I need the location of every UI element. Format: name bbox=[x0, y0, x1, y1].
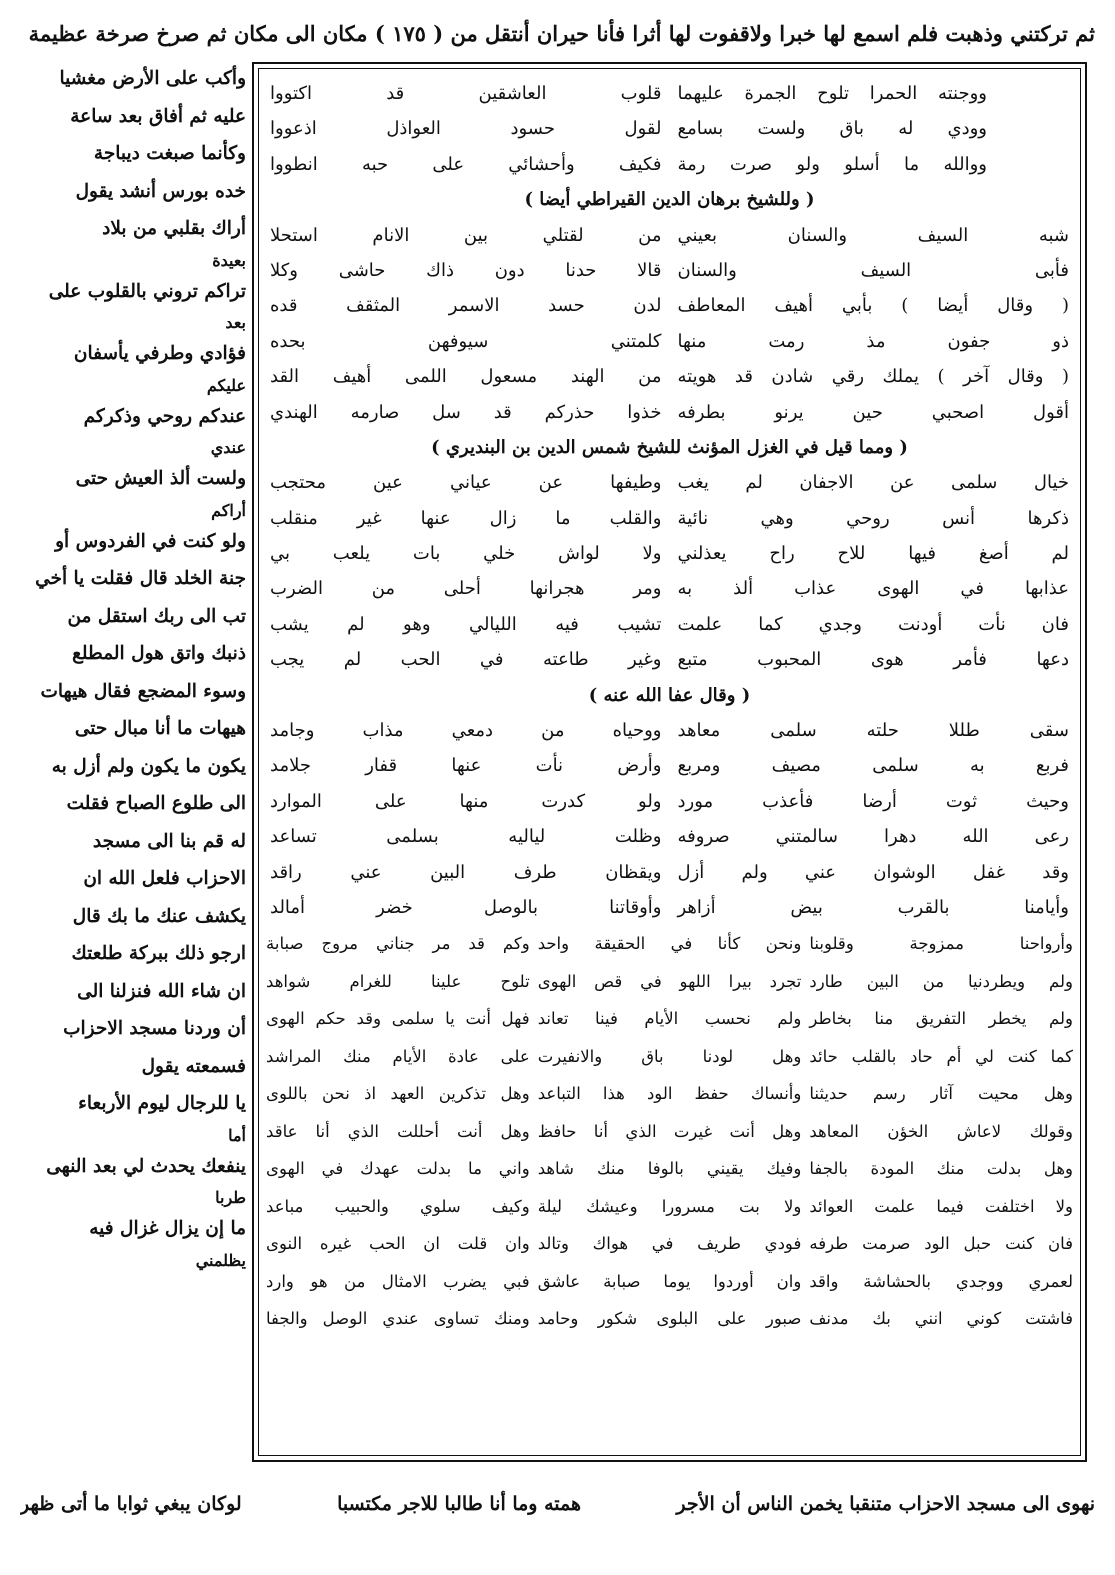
verse-line bbox=[262, 1150, 1077, 1188]
hemistich: لعمري ووجدي بالحشاشة واقد bbox=[809, 1271, 1073, 1291]
hemistich: وحيث ثوت أرضا فأعذب مورد bbox=[677, 790, 1069, 812]
hemistich: تلوح علينا للغرام شواهد bbox=[266, 971, 530, 991]
margin-line: طربا bbox=[215, 1188, 246, 1207]
hemistich: شبه السيف والسنان بعيني bbox=[677, 224, 1069, 246]
hemistich: ومر هجرانها أحلى من الضرب bbox=[270, 578, 662, 600]
hemistich: سقى طللا حلته سلمى معاهد bbox=[677, 720, 1069, 742]
margin-line: يكشف عنك ما بك قال bbox=[72, 905, 246, 927]
hemistich: قلوب العاشقين قد اكتووا bbox=[270, 83, 662, 104]
margin-commentary bbox=[20, 60, 246, 1480]
hemistich: وغير طاعته في الحب لم يجب bbox=[270, 649, 662, 671]
hemistich: ويقظان طرف البين عني راقد bbox=[270, 861, 662, 883]
margin-line: تب الى ربك استقل من bbox=[67, 605, 246, 627]
hemistich: وأرض نأت عنها قفار جلامد bbox=[270, 755, 662, 777]
poem-heading: ( ومما قيل في الغزل المؤنث للشيخ شمس الدين بن البنديري ) bbox=[431, 436, 908, 458]
hemistich: لقول حسود العواذل اذعووا bbox=[270, 118, 662, 140]
hemistich: رعى الله دهرا سالمتني صروفه bbox=[677, 826, 1069, 848]
margin-line: أما bbox=[228, 1125, 246, 1145]
verse-line bbox=[262, 963, 1077, 1001]
hemistich: والقلب ما زال عنها غير منقلب bbox=[270, 507, 662, 529]
verse-line bbox=[262, 925, 1077, 963]
verse-line bbox=[262, 1263, 1077, 1301]
hemistich: وكيف سلوي والحبيب مباعد bbox=[266, 1196, 530, 1216]
hemistich: فهل أنت يا سلمى وقد حكم الهوى bbox=[266, 1009, 530, 1029]
poem-heading: ( وقال عفا الله عنه ) bbox=[588, 684, 751, 706]
verse-line bbox=[262, 395, 1077, 430]
margin-line: وأكب على الأرض مغشيا bbox=[59, 68, 246, 89]
hemistich: ومنك تساوى عندي الوصل والجفا bbox=[266, 1309, 530, 1329]
hemistich: وهل أنت أحللت الذي أنا عاقد bbox=[266, 1121, 530, 1141]
verse-line bbox=[262, 359, 1077, 394]
hemistich: ولا بت مسرورا وعيشك ليلة bbox=[537, 1196, 802, 1216]
footer-segment: همته وما أنا طالبا للاجر مكتسبا bbox=[337, 1493, 582, 1515]
hemistich: وفيك يقيني بالوفا منك شاهد bbox=[537, 1159, 802, 1179]
hemistich: ( وقال آخر ) يملك رقي شادن قد هويته bbox=[677, 366, 1069, 388]
hemistich: ولم ويطردنيا من البين طارد bbox=[809, 971, 1073, 991]
poem-heading: ( وللشيخ برهان الدين القيراطي أيضا ) bbox=[524, 189, 815, 211]
verse-line bbox=[262, 1188, 1077, 1226]
footer-segment: نهوى الى مسجد الاحزاب متنقبا يخمن الناس أن الأجر bbox=[676, 1493, 1095, 1515]
hemistich: من لقتلي بين الانام استحلا bbox=[270, 224, 662, 246]
margin-line: الاحزاب فلعل الله ان bbox=[83, 868, 246, 889]
margin-line: ولو كنت في الفردوس أو bbox=[55, 530, 246, 552]
hemistich: وهل لودنا باق والانفيرت bbox=[537, 1046, 802, 1066]
margin-line: خده بورس أنشد يقول bbox=[75, 180, 246, 202]
margin-line: يكون ما يكون ولم أزل به bbox=[51, 755, 246, 777]
hemistich: وأنساك حفظ الود هذا التباعد bbox=[537, 1084, 802, 1104]
verse-line bbox=[262, 1113, 1077, 1151]
margin-line: يظلمني bbox=[195, 1250, 246, 1270]
hemistich: ولا لواش خلي بات يلعب بي bbox=[270, 543, 662, 565]
verse-line bbox=[262, 324, 1077, 359]
hemistich: وهل بدلت منك المودة بالجفا bbox=[809, 1159, 1073, 1179]
hemistich: ووحياه من دمعي مذاب وجامد bbox=[270, 720, 662, 742]
margin-line: ذنبك واتق هول المطلع bbox=[72, 643, 246, 664]
verse-line bbox=[262, 218, 1077, 253]
margin-line: عليه ثم أفاق بعد ساعة bbox=[70, 105, 246, 127]
footer-segment: لوكان يبغي ثوابا ما أتى ظهر bbox=[20, 1493, 242, 1515]
verse-line bbox=[262, 890, 1077, 925]
hemistich: وظلت لياليه بسلمى تساعد bbox=[270, 826, 662, 848]
margin-line: ارجو ذلك ببركة طلعتك bbox=[71, 943, 246, 964]
verse-line bbox=[262, 147, 1077, 182]
verse-line bbox=[262, 607, 1077, 642]
hemistich: وهل أنت غيرت الذي أنا حافظ bbox=[537, 1121, 802, 1141]
hemistich: ولم نحسب الأيام فينا تعاند bbox=[537, 1009, 802, 1029]
verse-line bbox=[262, 1000, 1077, 1038]
hemistich: تشيب فيه الليالي وهو لم يشب bbox=[270, 613, 662, 635]
hemistich: وقولك لاعاش الخؤن المعاهد bbox=[809, 1121, 1073, 1141]
hemistich: فبي يضرب الامثال من هو وارد bbox=[266, 1271, 530, 1291]
verse-line bbox=[262, 536, 1077, 571]
hemistich: من الهند مسعول اللمى أهيف القد bbox=[270, 366, 662, 388]
hemistich: ووالله ما أسلو ولو صرت رمة bbox=[677, 153, 987, 175]
margin-line: ان شاء الله فنزلنا الى bbox=[77, 980, 246, 1002]
verse-line bbox=[262, 501, 1077, 536]
hemistich: ووجنته الحمرا تلوح الجمرة عليهما bbox=[677, 83, 987, 104]
hemistich: كلمتني سيوفهن بحده bbox=[270, 330, 662, 352]
page-footer-line bbox=[20, 1484, 1095, 1524]
margin-line: ولست ألذ العيش حتى bbox=[75, 468, 246, 489]
hemistich: دعها فأمر هوى المحبوب متبع bbox=[677, 649, 1069, 671]
poem-block bbox=[262, 76, 1077, 1451]
hemistich: فكيف وأحشائي على حبه انطووا bbox=[270, 153, 662, 175]
verse-line bbox=[262, 571, 1077, 606]
hemistich: وطيفها عن عياني عين محتجب bbox=[270, 472, 662, 494]
page-header-line: ثم تركتني وذهبت فلم اسمع لها خبرا ولاقفوت لها أثرا فأنا حيران أنتقل من ( ١٧٥ ) مكان الى مكان ثم صرخ صرخة عظيمة bbox=[28, 21, 1095, 46]
verse-line bbox=[262, 855, 1077, 890]
hemistich: على عادة الأيام منك المراشد bbox=[266, 1046, 530, 1066]
hemistich: فاشتت كوني انني بك مدنف bbox=[809, 1309, 1073, 1329]
margin-line: بعد bbox=[225, 313, 246, 332]
verse-line bbox=[262, 642, 1077, 677]
hemistich: ولا اختلفت فيما علمت العوائد bbox=[809, 1196, 1073, 1216]
margin-line: بعيدة bbox=[212, 250, 246, 270]
margin-line: هيهات ما أنا مبال حتى bbox=[74, 718, 246, 739]
hemistich: كما كنت لي أم حاد بالقلب حائد bbox=[809, 1046, 1073, 1066]
verse-line bbox=[262, 1075, 1077, 1113]
margin-line: أن وردنا مسجد الاحزاب bbox=[63, 1018, 246, 1039]
margin-line: الى طلوع الصباح فقلت bbox=[66, 793, 246, 814]
verse-line bbox=[262, 819, 1077, 854]
hemistich: وأوقاتنا بالوصل خضر أمالد bbox=[270, 896, 662, 918]
margin-line: عندي bbox=[210, 438, 246, 457]
margin-line: جنة الخلد قال فقلت يا أخي bbox=[35, 568, 246, 589]
verse-line bbox=[262, 465, 1077, 500]
hemistich: وأرواحنا ممزوجة وقلوبنا bbox=[809, 934, 1073, 954]
hemistich: فان نأت أودنت وجدي كما علمت bbox=[677, 613, 1069, 635]
hemistich: ذو جفون مذ رمت منها bbox=[677, 330, 1069, 352]
verse-line bbox=[262, 288, 1077, 323]
hemistich: فأبى السيف والسنان bbox=[677, 259, 1069, 281]
margin-line: يا للرجال ليوم الأربعاء bbox=[78, 1093, 246, 1114]
verse-line bbox=[262, 253, 1077, 288]
margin-line: تراكم تروني بالقلوب على bbox=[48, 280, 246, 302]
margin-line: عليكم bbox=[206, 375, 246, 395]
hemistich: فودي طريف في هواك وتالد bbox=[537, 1234, 802, 1254]
hemistich: عذابها في الهوى عذاب ألذ به bbox=[677, 578, 1069, 600]
hemistich: وان قلت ان الحب غيره النوى bbox=[266, 1234, 530, 1254]
hemistich: لدن حسد الاسمر المثقف قده bbox=[270, 295, 662, 317]
margin-line: وكأنما صبغت ديباجة bbox=[93, 143, 246, 164]
margin-line: فؤادي وطرفي يأسفان bbox=[73, 343, 246, 364]
verse-line bbox=[262, 111, 1077, 146]
margin-line: ينفعك يحدث لي بعد النهى bbox=[46, 1155, 246, 1177]
hemistich: ولو كدرت منها على الموارد bbox=[270, 790, 662, 812]
verse-line bbox=[262, 1300, 1077, 1338]
hemistich: خيال سلمى عن الاجفان لم يغب bbox=[677, 472, 1069, 494]
hemistich: تجرد بيرا اللهو في قص الهوى bbox=[537, 971, 802, 991]
margin-line: ما إن يزال غزال فيه bbox=[89, 1218, 246, 1239]
margin-line: أراكم bbox=[211, 500, 246, 520]
margin-line: أراك بقلبي من بلاد bbox=[102, 218, 246, 239]
verse-line bbox=[262, 748, 1077, 783]
hemistich: ( وقال أيضا ) بأبي أهيف المعاطف bbox=[677, 295, 1069, 317]
hemistich: فربع به سلمى مصيف ومربع bbox=[677, 755, 1069, 777]
hemistich: وكم قد مر جناني مروج صبابة bbox=[266, 934, 530, 954]
margin-line: فسمعته يقول bbox=[141, 1055, 246, 1077]
hemistich: لم أصغ فيها للاح راح يعذلني bbox=[677, 543, 1069, 565]
margin-line: له قم بنا الى مسجد bbox=[92, 830, 246, 852]
hemistich: خذوا حذركم قد سل صارمه الهندي bbox=[270, 401, 662, 423]
hemistich: وودي له باق ولست بسامع bbox=[677, 118, 987, 140]
verse-line bbox=[262, 713, 1077, 748]
three-column-verses bbox=[262, 925, 1077, 1338]
hemistich: ولم يخطر التفريق منا بخاطر bbox=[809, 1009, 1073, 1029]
margin-line: وسوء المضجع فقال هيهات bbox=[40, 680, 246, 702]
hemistich: ونحن كأنا في الحقيقة واحد bbox=[537, 934, 802, 954]
verse-line bbox=[262, 1038, 1077, 1076]
verse-line bbox=[262, 784, 1077, 819]
hemistich: وأيامنا بالقرب بيض أزاهر bbox=[677, 896, 1069, 918]
hemistich: أقول اصحبي حين يرنو بطرفه bbox=[677, 401, 1069, 423]
hemistich: فان كنت حبل الود صرمت طرفه bbox=[809, 1234, 1073, 1254]
margin-line: عندكم روحي وذكركم bbox=[83, 405, 246, 427]
hemistich: وان أوردوا يوما صبابة عاشق bbox=[537, 1271, 802, 1291]
hemistich: واني ما بدلت عهدك في الهوى bbox=[266, 1159, 530, 1179]
hemistich: ذكرها أنس روحي وهي نائية bbox=[677, 507, 1069, 529]
hemistich: وهل محيت آثار رسم حديثنا bbox=[809, 1084, 1073, 1104]
verse-line bbox=[262, 1225, 1077, 1263]
hemistich: صبور على البلوى شكور وحامد bbox=[537, 1309, 802, 1329]
verse-line bbox=[262, 76, 1077, 111]
hemistich: وهل تذكرين العهد اذ نحن باللوى bbox=[266, 1084, 530, 1104]
hemistich: قالا حدنا دون ذاك حاشى وكلا bbox=[270, 259, 662, 281]
hemistich: وقد غفل الوشوان عني ولم أزل bbox=[677, 861, 1069, 883]
